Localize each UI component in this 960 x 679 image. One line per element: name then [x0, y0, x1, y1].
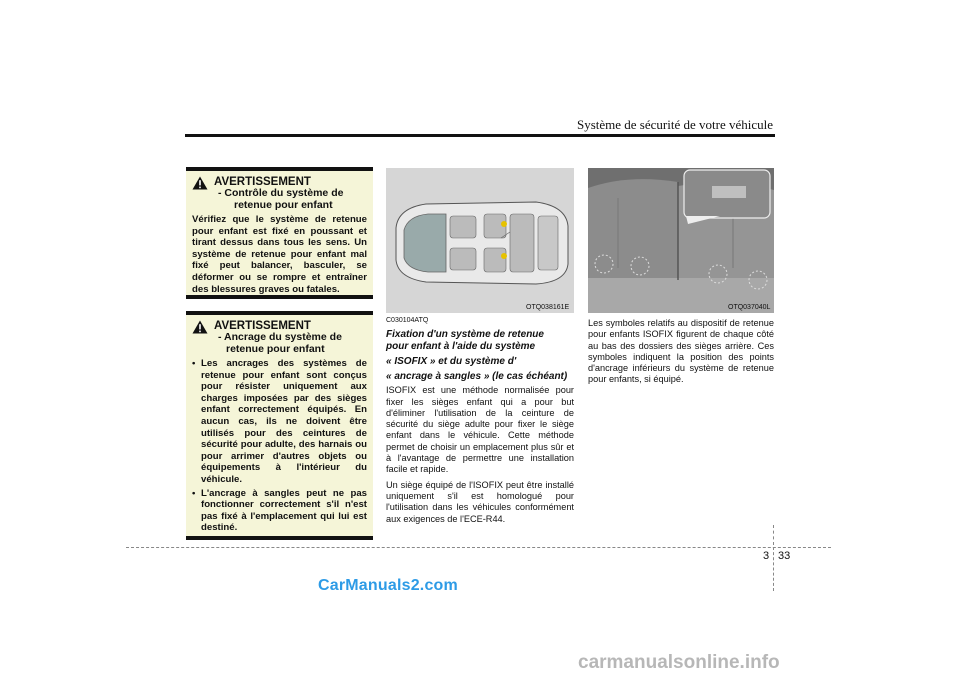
isofix-symbols-text — [588, 318, 774, 390]
warning-box-child-restraint-check — [186, 167, 373, 299]
page-number: 33 — [778, 550, 791, 562]
section-title-line2: pour enfant à l'aide du système — [386, 341, 536, 353]
chapter-number: 3 — [763, 550, 770, 562]
section-title-line1: Fixation d'un système de retenue — [386, 329, 544, 341]
warning-label: AVERTISSEMENT — [214, 176, 311, 188]
footer-vertical-rule — [773, 547, 774, 591]
warning-triangle-icon — [192, 176, 208, 190]
watermark-carmanualsonline: carmanualsonline.info — [578, 652, 780, 673]
page-header-title: Système de sécurité de votre véhicule — [576, 117, 773, 132]
warning-bullet — [192, 488, 367, 534]
warning-heading — [192, 320, 367, 355]
figure-code: OTQ038161E — [526, 304, 570, 311]
warning-title-line2: retenue pour enfant — [226, 342, 325, 355]
section-paragraph-1: ISOFIX est une méthode normalisée pour fixer les sièges enfant qui a pour but d'éliminer l'utilisation de la ceinture de sécurité du siège adulte pour fixer le siège enfant dans le véhicule. Cette méthode permet de choisir un emplacement plus sûr et à l'avantage de permettre une installation facile et rapide. — [386, 385, 574, 475]
warning-triangle-icon — [192, 320, 208, 334]
warning-body: Vérifiez que le système de retenue pour enfant est fixé en poussant et tirant dessus dans tous les sens. Un système de retenue pour enfant mal fixé peut balancer, basculer, se déformer ou se rompre et entraîner des blessures graves ou fatales. — [192, 214, 367, 295]
footer-dashed-rule — [126, 547, 831, 548]
watermark-carmanuals2[interactable]: CarManuals2.com — [318, 577, 458, 594]
figure-vehicle-top-view — [386, 168, 574, 313]
section-title-line3: « ISOFIX » et du système d' — [386, 356, 517, 368]
section-paragraph-2: Un siège équipé de l'ISOFIX peut être installé uniquement s'il est homologué pour l'utilisation dans les véhicules conformément aux exigences de l'ECE-R44. — [386, 479, 574, 524]
isofix-section — [386, 315, 574, 529]
footer-vertical-rule-upper — [773, 525, 774, 545]
figure-code: OTQ037040L — [728, 304, 771, 311]
warning-heading — [192, 176, 367, 211]
rear-seats-photo — [588, 168, 774, 313]
right-paragraph: Les symboles relatifs au dispositif de retenue pour enfants ISOFIX figurent de chaque côté au bas des dossiers des sièges arrière. Ces symboles indiquent la position des points d'ancrage inférieurs du système de retenue pour enfants, si équipé. — [588, 318, 774, 385]
warning-bullet-text: L'ancrage à sangles peut ne pas fonctionner correctement s'il n'est pas fixé à l'emplacement qui lui est destiné. — [201, 487, 367, 534]
bullet-dot: • — [192, 358, 196, 369]
warning-label: AVERTISSEMENT — [214, 320, 311, 332]
header-rule — [185, 134, 775, 137]
figure-rear-seats-isofix — [588, 168, 774, 313]
warning-bullet-text: Les ancrages des systèmes de retenue pour enfant sont conçus pour résister uniquement aux charges imposées par des sièges enfant correctement équipés. En aucun cas, ils ne doivent être utilisés pour des ceintures de sécurité pour adulte, des harnais ou pour arrimer d'autres objets ou équipements à l'intérieur du véhicule. — [201, 358, 367, 485]
section-title-line4: « ancrage à sangles » (le cas échéant) — [386, 371, 568, 383]
warning-title-line1: - Ancrage du système de — [218, 331, 342, 343]
warning-title-line2: retenue pour enfant — [234, 198, 333, 211]
warning-box-child-restraint-anchorage — [186, 311, 373, 540]
warning-title-line1: - Contrôle du système de — [218, 187, 344, 199]
bullet-dot: • — [192, 487, 196, 499]
warning-bullet — [192, 358, 367, 486]
section-code: C030104ATQ — [386, 317, 429, 324]
vehicle-top-view-illustration — [386, 168, 574, 313]
